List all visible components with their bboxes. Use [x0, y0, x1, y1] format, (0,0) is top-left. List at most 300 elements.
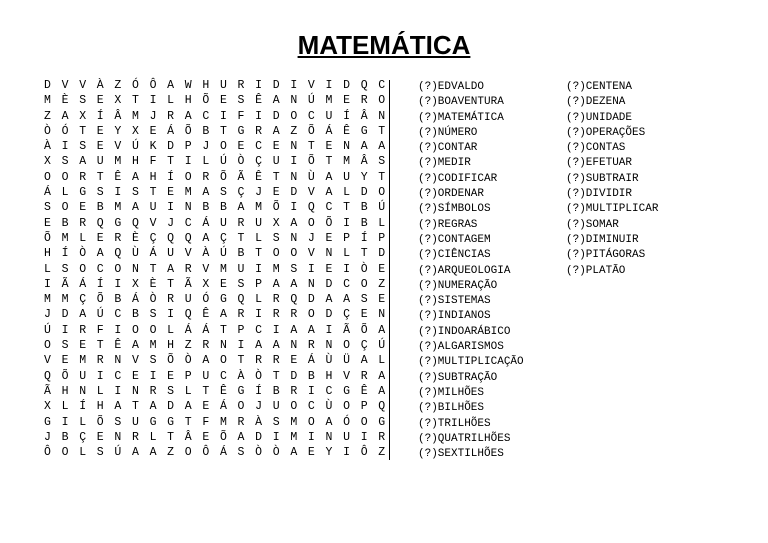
grid-letter: G [378, 415, 386, 429]
grid-letter: N [219, 339, 227, 353]
grid-letter: S [61, 155, 69, 169]
grid-letter: B [114, 293, 122, 307]
grid-row [44, 154, 386, 169]
grid-letter: C [255, 140, 263, 154]
grid-letter: Ú [114, 446, 122, 460]
grid-letter: A [360, 140, 368, 154]
grid-letter: Á [202, 323, 210, 337]
grid-letter: I [255, 308, 263, 322]
grid-letter: X [202, 277, 210, 291]
grid-letter: Ã [61, 277, 69, 291]
grid-letter: Ã [237, 170, 245, 184]
grid-letter: P [378, 231, 386, 245]
grid-letter: U [219, 79, 227, 92]
grid-letter: I [167, 308, 175, 322]
word-list-item: (?)SUBTRAIR [566, 172, 639, 185]
grid-letter: T [272, 369, 280, 383]
grid-letter: X [44, 155, 51, 169]
grid-letter: C [325, 384, 333, 398]
grid-letter: A [114, 400, 122, 414]
grid-letter: Í [343, 109, 350, 123]
grid-letter: P [360, 400, 368, 414]
grid-letter: J [44, 308, 51, 322]
grid-letter: G [237, 384, 245, 398]
grid-letter: S [237, 277, 245, 291]
grid-letter: Ç [237, 186, 245, 200]
grid-letter: N [79, 384, 87, 398]
grid-letter: I [343, 216, 350, 230]
grid-letter: S [290, 262, 298, 276]
grid-letter: Õ [307, 155, 315, 169]
grid-letter: Ù [325, 354, 333, 368]
grid-letter: Ô [360, 446, 368, 460]
grid-letter: A [290, 216, 298, 230]
page-title: MATEMÁTICA [297, 30, 471, 60]
grid-letter: Q [184, 231, 192, 245]
grid-letter: D [272, 109, 280, 123]
grid-letter: Ê [114, 170, 122, 184]
grid-letter: E [79, 339, 87, 353]
grid-letter: I [290, 201, 298, 215]
grid-letter: T [131, 400, 139, 414]
grid-letter: R [79, 216, 87, 230]
grid-letter: U [325, 109, 333, 123]
grid-letter: N [325, 430, 333, 444]
grid-letter: V [131, 354, 139, 368]
grid-letter: A [167, 262, 175, 276]
grid-letter: I [307, 430, 315, 444]
grid-letter: Í [360, 231, 368, 245]
grid-letter: Ç [79, 293, 87, 307]
grid-letter: V [149, 216, 157, 230]
grid-letter: Á [149, 247, 157, 261]
grid-letter: Á [219, 400, 227, 414]
grid-letter: Y [360, 170, 368, 184]
grid-letter: O [307, 216, 315, 230]
grid-letter: G [237, 124, 245, 138]
grid-letter: R [272, 354, 280, 368]
grid-letter: I [167, 201, 175, 215]
grid-letter: T [343, 201, 350, 215]
grid-letter: T [219, 323, 227, 337]
grid-letter: D [290, 369, 298, 383]
grid-letter: R [237, 216, 245, 230]
grid-letter: L [149, 430, 157, 444]
grid-letter: V [307, 247, 315, 261]
grid-letter: E [343, 94, 350, 108]
grid-letter: Ò [44, 124, 51, 138]
grid-letter: A [307, 323, 315, 337]
grid-letter: O [149, 323, 157, 337]
grid-letter: Â [360, 109, 368, 123]
grid-row [44, 323, 386, 338]
grid-letter: D [255, 430, 263, 444]
grid-letter: À [255, 415, 263, 429]
grid-letter: J [307, 231, 315, 245]
grid-row [44, 93, 386, 108]
grid-letter: T [237, 231, 245, 245]
grid-letter: Ú [219, 247, 227, 261]
grid-row [44, 307, 386, 322]
grid-letter: J [255, 186, 263, 200]
word-list-column-1 [418, 80, 524, 462]
word-list-item: (?)BOAVENTURA [418, 96, 504, 109]
grid-letter: A [378, 369, 386, 383]
word-list-item: (?)MEDIR [418, 157, 471, 170]
grid-letter: A [325, 293, 333, 307]
word-list-item: (?)CONTAGEM [418, 233, 491, 246]
grid-letter: C [114, 369, 122, 383]
grid-letter: Ã [184, 277, 192, 291]
grid-letter: I [290, 79, 298, 92]
grid-letter: Q [167, 231, 175, 245]
grid-letter: R [79, 170, 87, 184]
grid-letter: Q [360, 79, 368, 92]
grid-letter: S [272, 415, 280, 429]
grid-letter: O [290, 109, 298, 123]
grid-letter: C [325, 201, 333, 215]
grid-letter: O [219, 140, 227, 154]
grid-letter: S [272, 231, 280, 245]
grid-letter: Ã [343, 323, 350, 337]
word-list-item: (?)INDIANOS [418, 310, 491, 323]
word-list-item: (?)INDOARÁBICO [418, 325, 511, 338]
grid-letter: Q [44, 369, 51, 383]
grid-letter: Z [378, 277, 386, 291]
grid-letter: Ó [202, 293, 210, 307]
grid-letter: O [61, 170, 69, 184]
grid-letter: X [131, 277, 139, 291]
grid-letter: A [219, 308, 227, 322]
grid-letter: Q [131, 216, 139, 230]
grid-letter: Í [167, 170, 175, 184]
grid-letter: Z [114, 79, 122, 92]
grid-letter: I [61, 140, 69, 154]
grid-letter: Õ [272, 201, 280, 215]
grid-letter: M [44, 94, 51, 108]
grid-letter: T [378, 170, 386, 184]
grid-letter: A [131, 446, 139, 460]
grid-letter: G [114, 216, 122, 230]
grid-letter: D [44, 79, 51, 92]
grid-letter: D [360, 186, 368, 200]
grid-letter: H [167, 339, 175, 353]
grid-letter: R [167, 293, 175, 307]
grid-letter: I [360, 430, 368, 444]
grid-letter: A [131, 339, 139, 353]
grid-letter: Q [114, 247, 122, 261]
grid-letter: E [378, 262, 386, 276]
word-list-item: (?)SISTEMAS [418, 295, 491, 308]
grid-letter: J [149, 109, 157, 123]
grid-row [44, 369, 386, 384]
grid-letter: U [343, 430, 350, 444]
grid-letter: W [184, 79, 192, 92]
grid-letter: P [184, 369, 192, 383]
grid-letter: Ò [237, 155, 245, 169]
grid-letter: R [237, 79, 245, 92]
grid-letter: R [272, 293, 280, 307]
grid-letter: E [360, 308, 368, 322]
grid-letter: E [202, 400, 210, 414]
grid-letter: Ç [255, 155, 263, 169]
grid-letter: E [307, 446, 315, 460]
grid-letter: O [219, 354, 227, 368]
grid-letter: M [343, 155, 350, 169]
grid-letter: Ó [343, 415, 350, 429]
grid-letter: B [96, 201, 104, 215]
grid-letter: N [131, 384, 139, 398]
word-list-item: (?)DIVIDIR [566, 188, 633, 201]
grid-letter: T [79, 124, 87, 138]
grid-letter: Õ [325, 216, 333, 230]
grid-letter: T [167, 430, 175, 444]
grid-letter: N [131, 262, 139, 276]
grid-letter: Ó [61, 124, 69, 138]
grid-letter: M [290, 415, 298, 429]
grid-letter: I [255, 262, 263, 276]
grid-letter: R [167, 109, 175, 123]
grid-letter: U [219, 216, 227, 230]
grid-letter: C [202, 109, 210, 123]
grid-letter: A [79, 308, 87, 322]
word-list-item: (?)MILHÕES [418, 386, 485, 399]
grid-letter: E [61, 354, 69, 368]
grid-row [44, 200, 386, 215]
grid-letter: O [343, 339, 350, 353]
grid-letter: Õ [167, 354, 175, 368]
grid-letter: J [202, 140, 210, 154]
grid-letter: L [79, 231, 87, 245]
grid-letter: H [44, 247, 51, 261]
grid-row [44, 78, 386, 93]
grid-letter: A [149, 446, 157, 460]
word-list-item: (?)SEXTILHÕES [418, 448, 504, 461]
grid-letter: Ê [114, 339, 122, 353]
grid-letter: H [149, 170, 157, 184]
grid-letter: Ó [131, 79, 139, 92]
grid-letter: I [325, 79, 333, 92]
grid-letter: E [202, 430, 210, 444]
grid-letter: E [96, 94, 104, 108]
grid-row [44, 338, 386, 353]
grid-letter: O [272, 247, 280, 261]
grid-letter: R [131, 430, 139, 444]
grid-letter: A [131, 201, 139, 215]
grid-letter: Õ [184, 124, 192, 138]
grid-letter: Ç [79, 430, 87, 444]
grid-letter: R [114, 231, 122, 245]
grid-letter: I [96, 369, 104, 383]
grid-letter: Á [79, 277, 87, 291]
word-list-item: (?)ORDENAR [418, 188, 485, 201]
grid-letter: R [360, 369, 368, 383]
grid-letter: Ò [255, 446, 263, 460]
word-list-item: (?)BILHÕES [418, 402, 485, 415]
grid-row [44, 292, 386, 307]
grid-letter: D [378, 247, 386, 261]
grid-letter: U [167, 247, 175, 261]
grid-row [44, 384, 386, 399]
grid-letter: S [360, 293, 368, 307]
grid-letter: M [290, 430, 298, 444]
grid-letter: Q [378, 400, 386, 414]
grid-letter: Õ [96, 293, 104, 307]
grid-letter: M [272, 262, 280, 276]
grid-letter: Á [325, 124, 333, 138]
grid-letter: M [79, 354, 87, 368]
grid-letter: J [44, 430, 51, 444]
grid-letter: Â [360, 155, 368, 169]
grid-letter: Ú [307, 94, 315, 108]
grid-letter: R [237, 308, 245, 322]
grid-letter: Ù [307, 170, 315, 184]
grid-letter: A [290, 446, 298, 460]
grid-letter: I [61, 415, 69, 429]
grid-letter: Ç [343, 308, 350, 322]
grid-letter: N [307, 277, 315, 291]
grid-letter: H [131, 155, 139, 169]
grid-letter: U [272, 155, 280, 169]
grid-letter: P [237, 323, 245, 337]
grid-letter: C [307, 400, 315, 414]
grid-letter: O [184, 446, 192, 460]
word-list-item: (?)CONTAR [418, 142, 478, 155]
grid-letter: M [219, 415, 227, 429]
grid-row [44, 185, 386, 200]
grid-letter: Ú [378, 201, 386, 215]
grid-letter: R [237, 415, 245, 429]
grid-letter: B [202, 201, 210, 215]
grid-letter: O [378, 186, 386, 200]
grid-letter: B [131, 308, 139, 322]
grid-letter: E [96, 140, 104, 154]
grid-letter: Á [219, 446, 227, 460]
grid-letter: N [325, 339, 333, 353]
grid-letter: N [184, 201, 192, 215]
grid-letter: G [219, 293, 227, 307]
grid-letter: L [255, 293, 263, 307]
grid-letter: Á [184, 323, 192, 337]
grid-letter: Ê [360, 384, 368, 398]
grid-letter: U [96, 155, 104, 169]
grid-letter: S [79, 140, 87, 154]
grid-letter: H [61, 384, 69, 398]
grid-letter: U [272, 400, 280, 414]
grid-letter: E [167, 369, 175, 383]
grid-letter: A [202, 231, 210, 245]
grid-letter: S [167, 384, 175, 398]
grid-letter: M [184, 186, 192, 200]
grid-letter: U [149, 201, 157, 215]
grid-letter: S [114, 415, 122, 429]
grid-letter: A [79, 155, 87, 169]
grid-letter: A [325, 186, 333, 200]
grid-letter: N [343, 140, 350, 154]
grid-letter: R [149, 384, 157, 398]
grid-letter: A [237, 430, 245, 444]
grid-letter: Á [44, 186, 51, 200]
grid-letter: Ù [325, 400, 333, 414]
grid-letter: A [378, 384, 386, 398]
grid-row [44, 109, 386, 124]
grid-letter: L [167, 323, 175, 337]
grid-letter: L [343, 247, 350, 261]
grid-letter: Õ [307, 124, 315, 138]
word-list-item: (?)QUATRILHÕES [418, 432, 511, 445]
grid-letter: G [167, 415, 175, 429]
grid-letter: Ü [343, 354, 350, 368]
grid-letter: T [255, 247, 263, 261]
grid-letter: V [61, 79, 69, 92]
grid-letter: M [114, 155, 122, 169]
grid-letter: V [114, 140, 122, 154]
grid-letter: V [44, 354, 51, 368]
grid-letter: E [149, 124, 157, 138]
grid-letter: H [325, 369, 333, 383]
grid-letter: A [237, 201, 245, 215]
grid-letter: N [378, 109, 386, 123]
grid-letter: M [61, 231, 69, 245]
grid-letter: A [131, 170, 139, 184]
grid-letter: A [290, 323, 298, 337]
grid-letter: U [343, 170, 350, 184]
word-list-item: (?)MATEMÁTICA [418, 111, 504, 124]
grid-letter: À [96, 79, 104, 92]
grid-letter: T [237, 354, 245, 368]
grid-letter: I [114, 323, 122, 337]
grid-row [44, 430, 386, 445]
word-list-item: (?)SOMAR [566, 218, 619, 231]
grid-letter: Ú [131, 140, 139, 154]
grid-letter: L [378, 354, 386, 368]
grid-letter: A [272, 124, 280, 138]
grid-letter: B [219, 201, 227, 215]
grid-letter: M [325, 94, 333, 108]
grid-letter: F [202, 415, 210, 429]
grid-letter: A [149, 400, 157, 414]
grid-letter: T [131, 94, 139, 108]
grid-letter: O [307, 415, 315, 429]
word-list-item: (?)NUMERAÇÃO [418, 279, 498, 292]
grid-letter: E [79, 201, 87, 215]
grid-letter: H [96, 400, 104, 414]
grid-letter: R [255, 354, 263, 368]
grid-letter: A [378, 323, 386, 337]
grid-letter: L [255, 231, 263, 245]
grid-letter: V [343, 369, 350, 383]
grid-letter: V [307, 186, 315, 200]
grid-letter: Z [184, 339, 192, 353]
grid-letter: L [184, 384, 192, 398]
grid-letter: A [325, 170, 333, 184]
grid-letter: I [343, 446, 350, 460]
word-list-item: (?)CODIFICAR [418, 172, 498, 185]
grid-letter: A [202, 354, 210, 368]
grid-letter: N [290, 140, 298, 154]
grid-letter: T [219, 124, 227, 138]
grid-letter: Z [290, 124, 298, 138]
grid-letter: N [290, 170, 298, 184]
grid-letter: I [114, 384, 122, 398]
grid-letter: Ç [149, 231, 157, 245]
grid-letter: E [131, 369, 139, 383]
grid-letter: Í [96, 277, 104, 291]
grid-letter: U [184, 293, 192, 307]
grid-letter: C [255, 323, 263, 337]
grid-letter: X [131, 124, 139, 138]
grid-letter: Ê [255, 94, 263, 108]
